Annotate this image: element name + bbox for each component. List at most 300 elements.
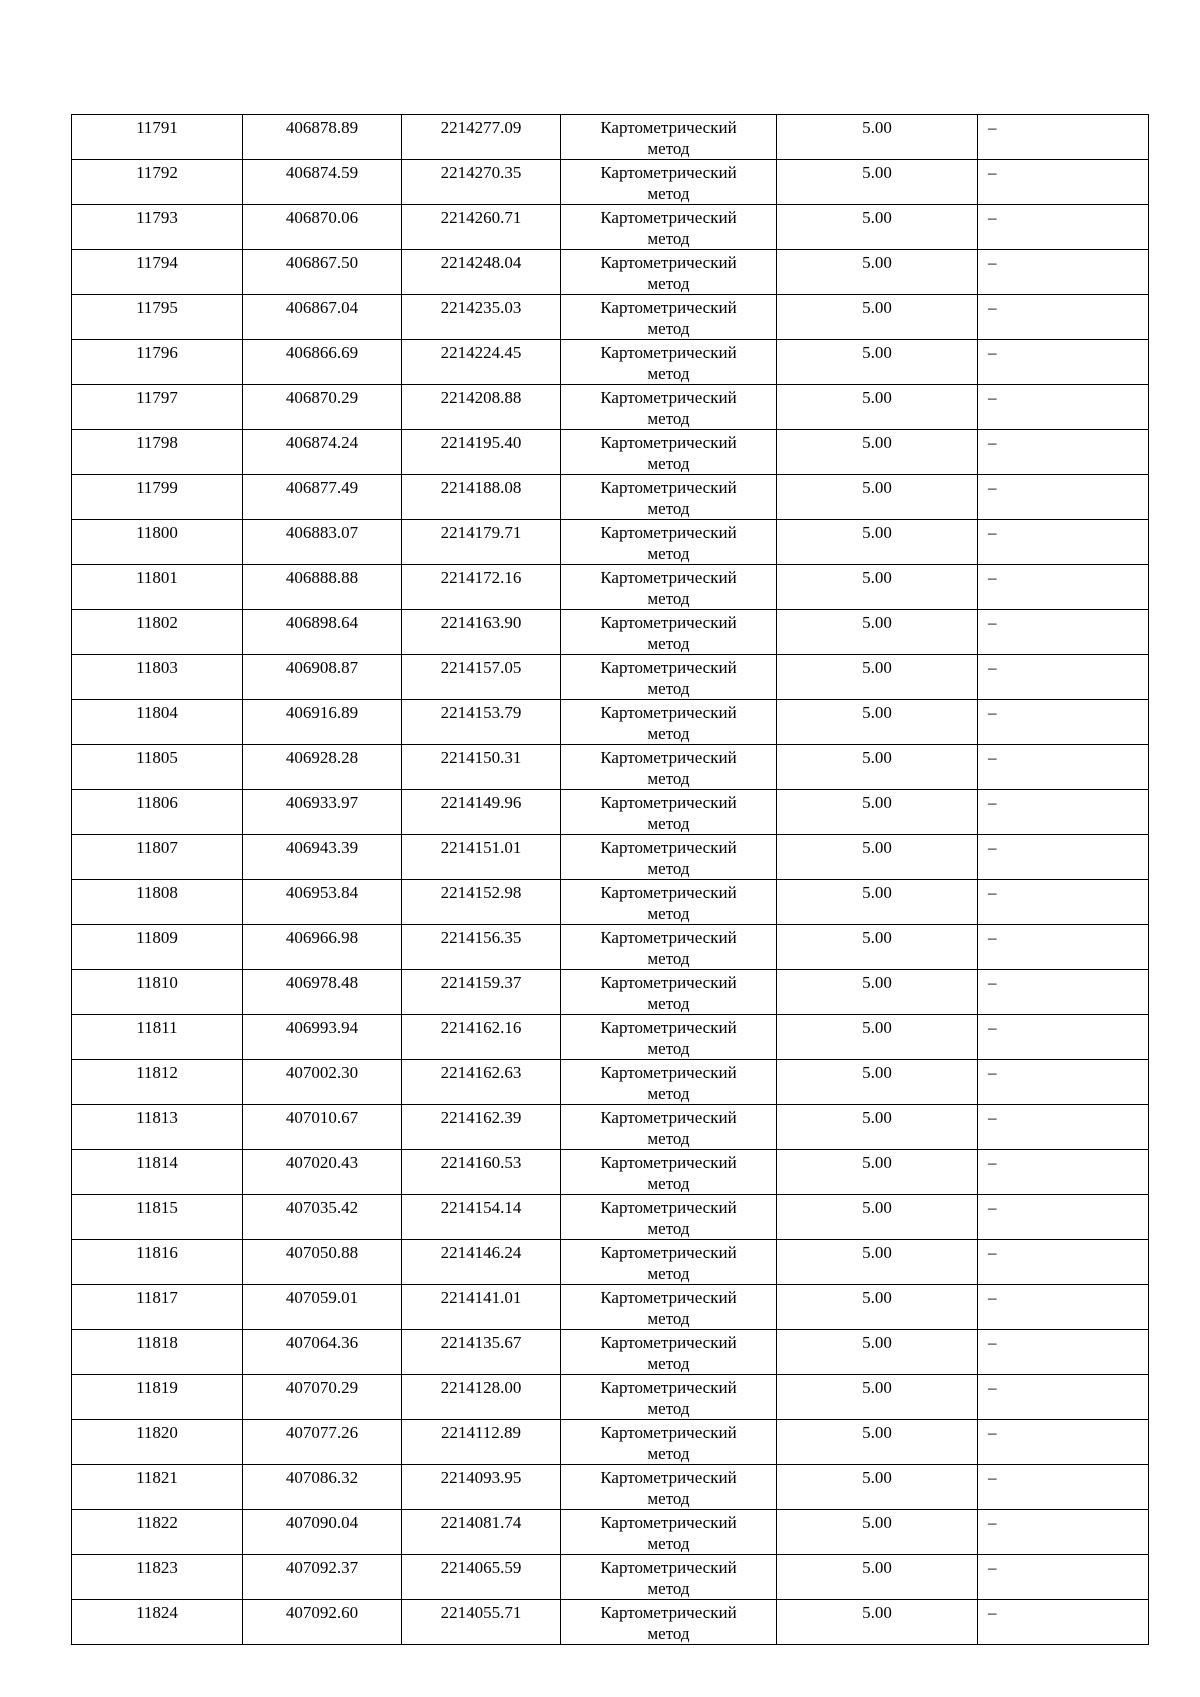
accuracy-cell-text: 5.00 [862,793,892,812]
method-cell [561,430,777,475]
accuracy-cell-text: 5.00 [862,388,892,407]
point-number-cell-text: 11804 [136,703,178,722]
point-number-cell [72,115,243,160]
point-number-cell-text: 11817 [136,1288,178,1307]
x-coordinate-cell [243,160,402,205]
y-coordinate-cell [402,340,561,385]
point-number-cell [72,565,243,610]
x-coordinate-cell-text: 406916.89 [285,703,359,722]
method-cell-text: Картометрический метод [600,1378,737,1418]
note-cell-text: – [988,973,997,992]
method-cell [561,295,777,340]
y-coordinate-cell-text: 2214235.03 [440,298,522,317]
method-cell [561,475,777,520]
accuracy-cell [777,1555,978,1600]
accuracy-cell-text: 5.00 [862,1423,892,1442]
x-coordinate-cell-text: 407020.43 [285,1153,359,1172]
x-coordinate-cell-text: 406878.89 [285,118,359,137]
accuracy-cell [777,385,978,430]
point-number-cell [72,430,243,475]
point-number-cell-text: 11814 [136,1153,178,1172]
method-cell-text: Картометрический метод [600,703,737,743]
method-cell [561,520,777,565]
accuracy-cell-text: 5.00 [862,658,892,677]
method-cell [561,1015,777,1060]
table-row [72,1240,1149,1285]
x-coordinate-cell [243,250,402,295]
point-number-cell-text: 11802 [136,613,178,632]
accuracy-cell-text: 5.00 [862,118,892,137]
note-cell [978,1195,1149,1240]
note-cell-text: – [988,928,997,947]
y-coordinate-cell-text: 2214248.04 [440,253,522,272]
y-coordinate-cell-text: 2214055.71 [440,1603,522,1622]
accuracy-cell-text: 5.00 [862,1063,892,1082]
accuracy-cell [777,205,978,250]
note-cell-text: – [988,1378,997,1397]
accuracy-cell-text: 5.00 [862,163,892,182]
point-number-cell [72,520,243,565]
point-number-cell [72,1555,243,1600]
method-cell [561,1285,777,1330]
note-cell-text: – [988,1063,997,1082]
x-coordinate-cell [243,745,402,790]
method-cell [561,385,777,430]
table-row [72,430,1149,475]
note-cell-text: – [988,1513,997,1532]
method-cell-text: Картометрический метод [600,1198,737,1238]
method-cell-text: Картометрический метод [600,343,737,383]
y-coordinate-cell [402,430,561,475]
note-cell-text: – [988,523,997,542]
point-number-cell [72,1420,243,1465]
accuracy-cell-text: 5.00 [862,523,892,542]
note-cell-text: – [988,1468,997,1487]
table-row [72,835,1149,880]
note-cell [978,1465,1149,1510]
x-coordinate-cell [243,1285,402,1330]
accuracy-cell [777,745,978,790]
y-coordinate-cell [402,565,561,610]
accuracy-cell [777,655,978,700]
point-number-cell [72,160,243,205]
note-cell-text: – [988,1603,997,1622]
point-number-cell-text: 11810 [136,973,178,992]
note-cell-text: – [988,748,997,767]
method-cell [561,700,777,745]
note-cell [978,610,1149,655]
y-coordinate-cell-text: 2214149.96 [440,793,522,812]
accuracy-cell-text: 5.00 [862,568,892,587]
y-coordinate-cell [402,115,561,160]
note-cell-text: – [988,433,997,452]
accuracy-cell [777,1105,978,1150]
accuracy-cell-text: 5.00 [862,433,892,452]
y-coordinate-cell-text: 2214157.05 [440,658,522,677]
point-number-cell-text: 11801 [136,568,178,587]
point-number-cell-text: 11794 [136,253,178,272]
point-number-cell [72,925,243,970]
accuracy-cell [777,1060,978,1105]
y-coordinate-cell [402,205,561,250]
point-number-cell [72,610,243,655]
point-number-cell [72,1285,243,1330]
method-cell-text: Картометрический метод [600,838,737,878]
method-cell [561,160,777,205]
x-coordinate-cell-text: 406898.64 [285,613,359,632]
point-number-cell-text: 11812 [136,1063,178,1082]
point-number-cell [72,1150,243,1195]
y-coordinate-cell-text: 2214188.08 [440,478,522,497]
note-cell-text: – [988,253,997,272]
note-cell [978,1330,1149,1375]
point-number-cell [72,340,243,385]
x-coordinate-cell-text: 407010.67 [285,1108,359,1127]
x-coordinate-cell-text: 406866.69 [285,343,359,362]
y-coordinate-cell [402,745,561,790]
table-row [72,160,1149,205]
table-row [72,1105,1149,1150]
table-row [72,1330,1149,1375]
method-cell-text: Картометрический метод [600,793,737,833]
y-coordinate-cell-text: 2214208.88 [440,388,522,407]
note-cell [978,1600,1149,1645]
y-coordinate-cell [402,1060,561,1105]
note-cell-text: – [988,1288,997,1307]
method-cell-text: Картометрический метод [600,1018,737,1058]
accuracy-cell-text: 5.00 [862,883,892,902]
note-cell-text: – [988,388,997,407]
point-number-cell [72,1240,243,1285]
point-number-cell-text: 11791 [136,118,178,137]
x-coordinate-cell-text: 407059.01 [285,1288,359,1307]
y-coordinate-cell [402,1420,561,1465]
point-number-cell [72,250,243,295]
note-cell-text: – [988,1243,997,1262]
accuracy-cell-text: 5.00 [862,1018,892,1037]
x-coordinate-cell-text: 406943.39 [285,838,359,857]
note-cell [978,925,1149,970]
accuracy-cell [777,1195,978,1240]
accuracy-cell-text: 5.00 [862,1153,892,1172]
x-coordinate-cell [243,385,402,430]
accuracy-cell-text: 5.00 [862,928,892,947]
method-cell-text: Картометрический метод [600,613,737,653]
point-number-cell-text: 11805 [136,748,178,767]
method-cell [561,1240,777,1285]
point-number-cell-text: 11792 [136,163,178,182]
table-row [72,1555,1149,1600]
point-number-cell-text: 11795 [136,298,178,317]
x-coordinate-cell [243,430,402,475]
table-row [72,250,1149,295]
x-coordinate-cell [243,790,402,835]
note-cell-text: – [988,793,997,812]
accuracy-cell-text: 5.00 [862,1243,892,1262]
x-coordinate-cell-text: 406933.97 [285,793,359,812]
y-coordinate-cell [402,1015,561,1060]
accuracy-cell [777,565,978,610]
y-coordinate-cell-text: 2214141.01 [440,1288,522,1307]
point-number-cell-text: 11824 [136,1603,178,1622]
method-cell [561,1195,777,1240]
note-cell-text: – [988,658,997,677]
accuracy-cell [777,340,978,385]
note-cell [978,1285,1149,1330]
y-coordinate-cell-text: 2214093.95 [440,1468,522,1487]
y-coordinate-cell-text: 2214260.71 [440,208,522,227]
x-coordinate-cell-text: 406978.48 [285,973,359,992]
y-coordinate-cell-text: 2214270.35 [440,163,522,182]
x-coordinate-cell [243,1555,402,1600]
method-cell [561,1150,777,1195]
point-number-cell [72,880,243,925]
note-cell [978,250,1149,295]
point-number-cell [72,835,243,880]
note-cell [978,1105,1149,1150]
x-coordinate-cell [243,565,402,610]
method-cell-text: Картометрический метод [600,478,737,518]
x-coordinate-cell [243,520,402,565]
method-cell-text: Картометрический метод [600,973,737,1013]
x-coordinate-cell-text: 407064.36 [285,1333,359,1352]
method-cell-text: Картометрический метод [600,928,737,968]
accuracy-cell [777,250,978,295]
point-number-cell [72,205,243,250]
x-coordinate-cell-text: 406874.24 [285,433,359,452]
method-cell [561,970,777,1015]
point-number-cell-text: 11816 [136,1243,178,1262]
x-coordinate-cell-text: 406877.49 [285,478,359,497]
method-cell-text: Картометрический метод [600,1513,737,1553]
accuracy-cell [777,1240,978,1285]
point-number-cell-text: 11799 [136,478,178,497]
accuracy-cell-text: 5.00 [862,478,892,497]
note-cell [978,1150,1149,1195]
x-coordinate-cell-text: 406928.28 [285,748,359,767]
note-cell-text: – [988,1423,997,1442]
note-cell [978,520,1149,565]
method-cell-text: Картометрический метод [600,568,737,608]
y-coordinate-cell-text: 2214224.45 [440,343,522,362]
method-cell [561,1600,777,1645]
accuracy-cell [777,925,978,970]
y-coordinate-cell-text: 2214195.40 [440,433,522,452]
accuracy-cell-text: 5.00 [862,208,892,227]
note-cell-text: – [988,163,997,182]
note-cell-text: – [988,1153,997,1172]
method-cell [561,835,777,880]
method-cell-text: Картометрический метод [600,1603,737,1643]
y-coordinate-cell [402,1285,561,1330]
y-coordinate-cell-text: 2214146.24 [440,1243,522,1262]
note-cell [978,790,1149,835]
method-cell-text: Картометрический метод [600,1423,737,1463]
table-row [72,790,1149,835]
y-coordinate-cell [402,520,561,565]
y-coordinate-cell [402,790,561,835]
point-number-cell-text: 11793 [136,208,178,227]
method-cell-text: Картометрический метод [600,1468,737,1508]
point-number-cell-text: 11806 [136,793,178,812]
accuracy-cell [777,1600,978,1645]
table-row [72,970,1149,1015]
y-coordinate-cell [402,250,561,295]
accuracy-cell [777,970,978,1015]
accuracy-cell-text: 5.00 [862,613,892,632]
note-cell-text: – [988,1018,997,1037]
method-cell-text: Картометрический метод [600,1243,737,1283]
x-coordinate-cell [243,700,402,745]
point-number-cell-text: 11818 [136,1333,178,1352]
x-coordinate-cell-text: 407090.04 [285,1513,359,1532]
x-coordinate-cell [243,1330,402,1375]
method-cell [561,1330,777,1375]
point-number-cell-text: 11820 [136,1423,178,1442]
x-coordinate-cell-text: 407086.32 [285,1468,359,1487]
coordinates-table [71,114,1149,1645]
method-cell-text: Картометрический метод [600,658,737,698]
method-cell [561,790,777,835]
accuracy-cell [777,160,978,205]
y-coordinate-cell-text: 2214128.00 [440,1378,522,1397]
method-cell-text: Картометрический метод [600,163,737,203]
accuracy-cell [777,1285,978,1330]
x-coordinate-cell-text: 406888.88 [285,568,359,587]
note-cell [978,115,1149,160]
x-coordinate-cell [243,1600,402,1645]
method-cell [561,880,777,925]
method-cell-text: Картометрический метод [600,748,737,788]
x-coordinate-cell [243,1015,402,1060]
table-row [72,520,1149,565]
accuracy-cell [777,790,978,835]
accuracy-cell-text: 5.00 [862,703,892,722]
y-coordinate-cell [402,295,561,340]
point-number-cell [72,1015,243,1060]
note-cell [978,160,1149,205]
x-coordinate-cell [243,1150,402,1195]
x-coordinate-cell [243,205,402,250]
accuracy-cell-text: 5.00 [862,1108,892,1127]
accuracy-cell-text: 5.00 [862,1333,892,1352]
note-cell [978,970,1149,1015]
note-cell [978,1060,1149,1105]
method-cell-text: Картометрический метод [600,1288,737,1328]
y-coordinate-cell-text: 2214150.31 [440,748,522,767]
accuracy-cell-text: 5.00 [862,1558,892,1577]
point-number-cell [72,1195,243,1240]
point-number-cell [72,1105,243,1150]
note-cell [978,565,1149,610]
note-cell-text: – [988,343,997,362]
x-coordinate-cell [243,475,402,520]
note-cell-text: – [988,298,997,317]
accuracy-cell-text: 5.00 [862,1288,892,1307]
accuracy-cell [777,880,978,925]
point-number-cell-text: 11809 [136,928,178,947]
x-coordinate-cell-text: 406867.50 [285,253,359,272]
note-cell [978,430,1149,475]
note-cell [978,835,1149,880]
note-cell-text: – [988,118,997,137]
x-coordinate-cell [243,610,402,655]
x-coordinate-cell-text: 406870.06 [285,208,359,227]
point-number-cell [72,970,243,1015]
point-number-cell-text: 11811 [136,1018,178,1037]
method-cell [561,1555,777,1600]
x-coordinate-cell-text: 407092.37 [285,1558,359,1577]
table-row [72,655,1149,700]
point-number-cell [72,700,243,745]
method-cell-text: Картометрический метод [600,1153,737,1193]
note-cell [978,1510,1149,1555]
accuracy-cell [777,520,978,565]
method-cell-text: Картометрический метод [600,433,737,473]
point-number-cell-text: 11797 [136,388,178,407]
accuracy-cell [777,700,978,745]
method-cell [561,610,777,655]
x-coordinate-cell-text: 406870.29 [285,388,359,407]
note-cell [978,1375,1149,1420]
x-coordinate-cell-text: 406966.98 [285,928,359,947]
x-coordinate-cell-text: 406883.07 [285,523,359,542]
point-number-cell-text: 11813 [136,1108,178,1127]
note-cell-text: – [988,883,997,902]
y-coordinate-cell [402,970,561,1015]
y-coordinate-cell [402,835,561,880]
y-coordinate-cell-text: 2214153.79 [440,703,522,722]
accuracy-cell [777,1375,978,1420]
x-coordinate-cell-text: 406867.04 [285,298,359,317]
accuracy-cell-text: 5.00 [862,1378,892,1397]
note-cell [978,205,1149,250]
accuracy-cell-text: 5.00 [862,838,892,857]
x-coordinate-cell [243,835,402,880]
x-coordinate-cell [243,1240,402,1285]
y-coordinate-cell-text: 2214277.09 [440,118,522,137]
x-coordinate-cell [243,925,402,970]
x-coordinate-cell [243,340,402,385]
y-coordinate-cell [402,1375,561,1420]
point-number-cell-text: 11821 [136,1468,178,1487]
point-number-cell-text: 11796 [136,343,178,362]
y-coordinate-cell [402,1195,561,1240]
accuracy-cell [777,475,978,520]
note-cell [978,1015,1149,1060]
method-cell-text: Картометрический метод [600,118,737,158]
x-coordinate-cell [243,970,402,1015]
method-cell [561,1060,777,1105]
note-cell-text: – [988,568,997,587]
x-coordinate-cell [243,655,402,700]
method-cell-text: Картометрический метод [600,253,737,293]
accuracy-cell-text: 5.00 [862,253,892,272]
y-coordinate-cell-text: 2214159.37 [440,973,522,992]
y-coordinate-cell [402,1600,561,1645]
table-row [72,295,1149,340]
table-row [72,1285,1149,1330]
table-row [72,1195,1149,1240]
y-coordinate-cell-text: 2214112.89 [440,1423,522,1442]
table-row [72,1600,1149,1645]
point-number-cell [72,295,243,340]
accuracy-cell [777,1465,978,1510]
accuracy-cell [777,1015,978,1060]
accuracy-cell [777,115,978,160]
y-coordinate-cell [402,880,561,925]
note-cell-text: – [988,478,997,497]
